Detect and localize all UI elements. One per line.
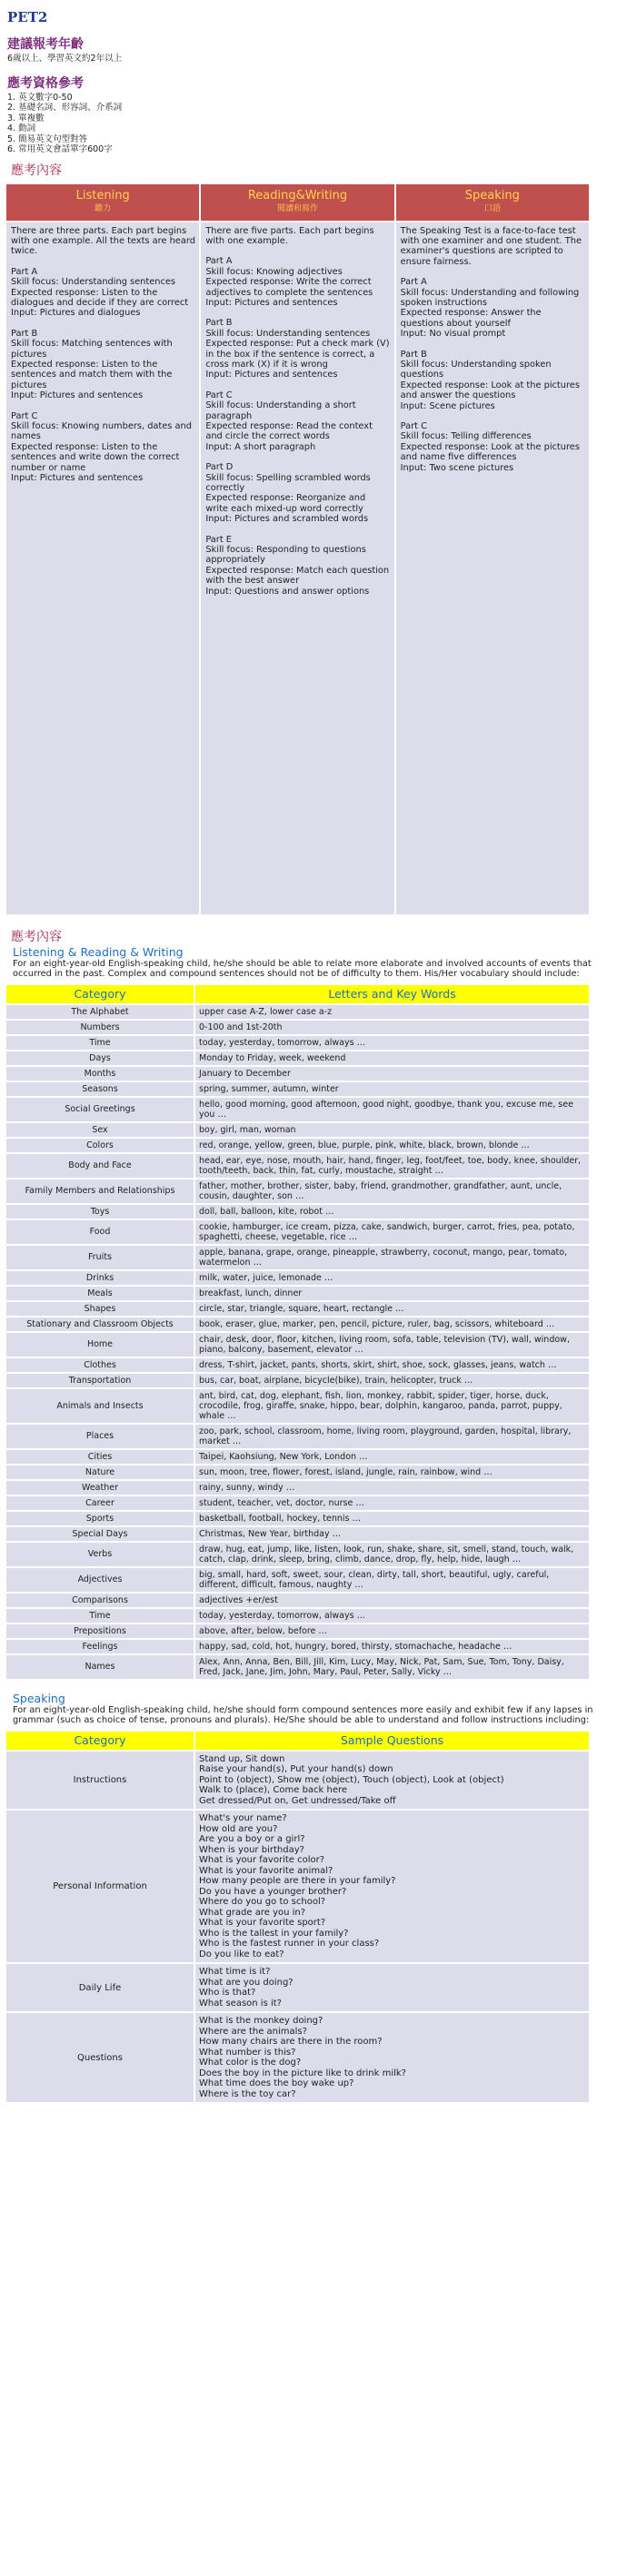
content-paragraph: The Speaking Test is a face-to-face test with one examiner and one student. The examiner's questions are scripted to ensure fairness. bbox=[400, 225, 582, 267]
table-row bbox=[6, 1036, 589, 1050]
header-speaking-zh: 口語 bbox=[483, 203, 501, 213]
vocabulary-category: Comparisons bbox=[6, 1594, 194, 1607]
table-row bbox=[6, 1021, 589, 1034]
vocabulary-category: Career bbox=[6, 1496, 194, 1510]
table-row bbox=[6, 1655, 589, 1679]
vocabulary-words: boy, girl, man, woman bbox=[195, 1123, 589, 1137]
vocabulary-words: milk, water, juice, lemonade … bbox=[195, 1271, 589, 1285]
reading-writing-column bbox=[201, 222, 393, 914]
content-table bbox=[5, 183, 591, 916]
content-paragraph: Part B Skill focus: Understanding spoken questions Expected response: Look at the pictures and answer the questions Input: Scene pictures bbox=[400, 349, 580, 411]
vocabulary-words: ant, bird, cat, dog, elephant, fish, lion, monkey, rabbit, spider, tiger, horse, duck, crocodile, frog, giraffe, snake, hippo, bear, dolphin, kangaroo, panda, parrot, puppy, whale … bbox=[195, 1389, 589, 1423]
vocabulary-words: Christmas, New Year, birthday … bbox=[195, 1527, 589, 1541]
vocabulary-words: doll, ball, balloon, kite, robot … bbox=[195, 1205, 589, 1219]
vocabulary-category: Verbs bbox=[6, 1543, 194, 1566]
vocabulary-words: basketball, football, hockey, tennis … bbox=[195, 1512, 589, 1525]
vocabulary-words: upper case A-Z, lower case a-z bbox=[195, 1005, 589, 1019]
vocabulary-header-category: Category bbox=[6, 985, 194, 1003]
vocabulary-category: Colors bbox=[6, 1139, 194, 1152]
vocabulary-words: spring, summer, autumn, winter bbox=[195, 1082, 589, 1096]
vocabulary-words: adjectives +er/est bbox=[195, 1594, 589, 1607]
table-row bbox=[6, 1098, 589, 1121]
speaking-header-questions: Sample Questions bbox=[195, 1732, 589, 1750]
vocabulary-category: Prepositions bbox=[6, 1624, 194, 1638]
page-title: PET2 bbox=[7, 9, 48, 25]
vocabulary-words: above, after, below, before … bbox=[195, 1624, 589, 1638]
vocabulary-words: cookie, hamburger, ice cream, pizza, cake, sandwich, burger, carrot, fries, pea, potato, spaghetti, cheese, vegetable, rice … bbox=[195, 1220, 589, 1244]
speaking-description: For an eight-year-old English-speaking child, he/she should form compound sentences more easily and exhibit few if any lapses in grammar (such as choice of tense, pronouns and plurals). He/She should be able to understand and follow instructions including: bbox=[13, 1704, 593, 1725]
speaking-table bbox=[5, 1730, 591, 2105]
vocabulary-category: Numbers bbox=[6, 1021, 194, 1034]
vocabulary-category: Clothes bbox=[6, 1358, 194, 1372]
speaking-questions: What's your name? How old are you? Are you a boy or a girl? When is your birthday? What is your favorite color? What is your favorite animal? How many people are there in your family? Do you have a younger brother? Where do you go to school? What grade are you in? What is your favorite sport? Who is the tallest in your family? Who is the fastest runner in your class? Do you like to eat? bbox=[195, 1811, 589, 1962]
vocabulary-words: circle, star, triangle, square, heart, rectangle … bbox=[195, 1302, 589, 1316]
table-row bbox=[6, 1481, 589, 1495]
table-row bbox=[6, 1594, 589, 1607]
table-row bbox=[6, 1389, 589, 1423]
age-text: 6歲以上、學習英文約2年以上 bbox=[7, 54, 123, 64]
content-paragraph: Part A Skill focus: Knowing adjectives Expected response: Write the correct adjectives to complete the sentences Input: Pictures and sentences bbox=[205, 256, 373, 308]
table-row bbox=[6, 1527, 589, 1541]
vocabulary-words: hello, good morning, good afternoon, good night, goodbye, thank you, excuse me, see you … bbox=[195, 1098, 589, 1121]
vocabulary-table bbox=[5, 983, 591, 1681]
table-row bbox=[6, 1154, 589, 1178]
header-listening-zh: 聽力 bbox=[95, 203, 112, 213]
content-heading-2: 應考內容 bbox=[11, 929, 62, 944]
qualification-list bbox=[0, 93, 617, 155]
vocabulary-category: Feelings bbox=[6, 1640, 194, 1653]
vocabulary-words: book, eraser, glue, marker, pen, pencil, picture, ruler, bag, scissors, whiteboard … bbox=[195, 1318, 589, 1331]
vocabulary-words: bus, car, boat, airplane, bicycle(bike), train, helicopter, truck … bbox=[195, 1374, 589, 1387]
table-row bbox=[6, 1302, 589, 1316]
vocabulary-category: Names bbox=[6, 1655, 194, 1679]
vocabulary-category: Places bbox=[6, 1425, 194, 1448]
header-listening bbox=[6, 184, 199, 221]
table-row bbox=[6, 1082, 589, 1096]
vocabulary-category: Food bbox=[6, 1220, 194, 1244]
vocabulary-category: Seasons bbox=[6, 1082, 194, 1096]
qualification-item: 3. 單複數 bbox=[7, 113, 45, 123]
lrw-description: For an eight-year-old English-speaking child, he/she should be able to relate more elaborate and involved accounts of events that occurred in the past. Complex and compound sentences should not be of difficulty to them. His/Her vocabulary should include: bbox=[13, 958, 592, 979]
table-row bbox=[6, 1624, 589, 1638]
table-row bbox=[6, 1220, 589, 1244]
content-paragraph: Part A Skill focus: Understanding and following spoken instructions Expected response: Answer the questions about yourself Input: No visual prompt bbox=[400, 277, 580, 340]
vocabulary-words: today, yesterday, tomorrow, always … bbox=[195, 1609, 589, 1623]
table-row bbox=[6, 1358, 589, 1372]
speaking-category: Questions bbox=[6, 2013, 194, 2102]
table-row bbox=[6, 1005, 589, 1019]
vocabulary-words: red, orange, yellow, green, blue, purple, pink, white, black, brown, blonde … bbox=[195, 1139, 589, 1152]
header-reading-writing bbox=[201, 184, 393, 221]
vocabulary-category: Days bbox=[6, 1051, 194, 1065]
header-listening-en: Listening bbox=[75, 188, 130, 202]
vocabulary-words: apple, banana, grape, orange, pineapple, strawberry, coconut, mango, pear, tomato, watermelon … bbox=[195, 1246, 589, 1269]
table-row bbox=[6, 1811, 589, 1962]
qualification-item: 1. 英文數字0-50 bbox=[7, 92, 73, 103]
vocabulary-category: Stationary and Classroom Objects bbox=[6, 1318, 194, 1331]
vocabulary-words: Taipei, Kaohsiung, New York, London … bbox=[195, 1450, 589, 1464]
vocabulary-category: Sex bbox=[6, 1123, 194, 1137]
vocabulary-category: Sports bbox=[6, 1512, 194, 1525]
vocabulary-header-letters: Letters and Key Words bbox=[195, 985, 589, 1003]
content-paragraph: Part A Skill focus: Understanding sentences Expected response: Listen to the dialogues and decide if they are correct Input: Pictures and dialogues bbox=[11, 266, 189, 319]
vocabulary-category: Body and Face bbox=[6, 1154, 194, 1178]
vocabulary-category: Time bbox=[6, 1036, 194, 1050]
table-row bbox=[6, 1179, 589, 1203]
speaking-category: Daily Life bbox=[6, 1964, 194, 2011]
vocabulary-category: Weather bbox=[6, 1481, 194, 1495]
vocabulary-category: Special Days bbox=[6, 1527, 194, 1541]
vocabulary-category: Adjectives bbox=[6, 1568, 194, 1592]
speaking-questions: What time is it? What are you doing? Who is that? What season is it? bbox=[195, 1964, 589, 2011]
qualification-item: 5. 簡易英文句型對答 bbox=[7, 133, 88, 144]
qualification-heading: 應考資格參考 bbox=[7, 75, 84, 91]
table-row bbox=[6, 1466, 589, 1479]
table-row bbox=[6, 1246, 589, 1269]
table-row bbox=[6, 1964, 589, 2011]
vocabulary-words: Monday to Friday, week, weekend bbox=[195, 1051, 589, 1065]
vocabulary-words: 0-100 and 1st-20th bbox=[195, 1021, 589, 1034]
vocabulary-words: happy, sad, cold, hot, hungry, bored, thirsty, stomachache, headache … bbox=[195, 1640, 589, 1653]
vocabulary-category: Home bbox=[6, 1333, 194, 1357]
table-row bbox=[6, 1568, 589, 1592]
vocabulary-category: Time bbox=[6, 1609, 194, 1623]
vocabulary-category: The Alphabet bbox=[6, 1005, 194, 1019]
lrw-heading: Listening & Reading & Writing bbox=[13, 944, 184, 959]
vocabulary-category: Drinks bbox=[6, 1271, 194, 1285]
table-row bbox=[6, 1139, 589, 1152]
header-speaking-en: Speaking bbox=[464, 188, 520, 202]
content-paragraph: Part C Skill focus: Understanding a short paragraph Expected response: Read the context and circle the correct words Input: A short paragraph bbox=[205, 390, 373, 452]
speaking-heading: Speaking bbox=[13, 1691, 65, 1705]
vocabulary-category: Toys bbox=[6, 1205, 194, 1219]
qualification-section bbox=[0, 74, 617, 155]
vocabulary-words: today, yesterday, tomorrow, always … bbox=[195, 1036, 589, 1050]
table-row bbox=[6, 1425, 589, 1448]
table-row bbox=[6, 1333, 589, 1357]
vocabulary-category: Cities bbox=[6, 1450, 194, 1464]
vocabulary-words: breakfast, lunch, dinner bbox=[195, 1287, 589, 1300]
header-reading-writing-en: Reading&Writing bbox=[247, 188, 348, 202]
vocabulary-words: dress, T-shirt, jacket, pants, shorts, skirt, shirt, shoe, sock, glasses, jeans, watch … bbox=[195, 1358, 589, 1372]
speaking-questions: Stand up, Sit down Raise your hand(s), Put your hand(s) down Point to (object), Show me (object), Touch (object), Look at (object) Walk to (place), Come back here Get dressed/Put on, Get undressed/Take off bbox=[195, 1752, 589, 1810]
table-row bbox=[6, 1067, 589, 1081]
table-row bbox=[6, 1752, 589, 1810]
table-row bbox=[6, 1450, 589, 1464]
speaking-questions: What is the monkey doing? Where are the animals? How many chairs are there in the room? What number is this? What color is the dog? Does the boy in the picture like to drink milk? What time does the boy wake up? Where is the toy car? bbox=[195, 2013, 589, 2102]
content-paragraph: Part C Skill focus: Telling differences Expected response: Look at the pictures and name five differences Input: Two scene pictures bbox=[400, 421, 580, 473]
header-reading-writing-zh: 閱讀和寫作 bbox=[276, 203, 318, 213]
content-paragraph: Part D Skill focus: Spelling scrambled words correctly Expected response: Reorganize and write each mixed-up word correctly Input: Pictures and scrambled words bbox=[205, 462, 371, 525]
table-row bbox=[6, 1512, 589, 1525]
table-row bbox=[6, 1318, 589, 1331]
age-heading: 建議報考年齡 bbox=[7, 37, 84, 52]
content-paragraph: Part C Skill focus: Knowing numbers, dates and names Expected response: Listen to the sentences and write down the correct number or name Input: Pictures and sentences bbox=[11, 410, 192, 484]
table-row bbox=[6, 1496, 589, 1510]
vocabulary-words: Alex, Ann, Anna, Ben, Bill, Jill, Kim, Lucy, May, Nick, Pat, Sam, Sue, Tom, Tony, Daisy, Fred, Jack, Jane, Jim, John, Mary, Paul, Peter, Sally, Vicky … bbox=[195, 1655, 589, 1679]
speaking-category: Instructions bbox=[6, 1752, 194, 1810]
vocabulary-words: rainy, sunny, windy … bbox=[195, 1481, 589, 1495]
speaking-category: Personal Information bbox=[6, 1811, 194, 1962]
listening-column bbox=[6, 222, 199, 914]
header-speaking bbox=[396, 184, 589, 221]
speaking-column bbox=[396, 222, 589, 914]
content-heading: 應考內容 bbox=[11, 163, 62, 178]
table-row bbox=[6, 1051, 589, 1065]
table-row bbox=[6, 1205, 589, 1219]
table-row bbox=[6, 2013, 589, 2102]
table-row bbox=[6, 1123, 589, 1137]
vocabulary-words: draw, hug, eat, jump, like, listen, look, run, shake, share, sit, smell, stand, touch, walk, catch, clap, drink, sleep, bring, climb, dance, drop, fly, help, hide, laugh … bbox=[195, 1543, 589, 1566]
content-paragraph: Part B Skill focus: Understanding sentences Expected response: Put a check mark (V) in the box if the sentence is correct, a cross mark (X) if it is wrong Input: Pictures and sentences bbox=[205, 318, 390, 380]
content-paragraph: There are three parts. Each part begins with one example. All the texts are heard twice. bbox=[11, 225, 195, 257]
vocabulary-words: big, small, hard, soft, sweet, sour, clean, dirty, tall, short, beautiful, ugly, careful, different, difficult, famous, naughty … bbox=[195, 1568, 589, 1592]
qualification-item: 4. 動詞 bbox=[7, 123, 36, 133]
vocabulary-category: Nature bbox=[6, 1466, 194, 1479]
vocabulary-words: sun, moon, tree, flower, forest, island, jungle, rain, rainbow, wind … bbox=[195, 1466, 589, 1479]
vocabulary-words: father, mother, brother, sister, baby, friend, grandmother, grandfather, aunt, uncle, cousin, daughter, son … bbox=[195, 1179, 589, 1203]
qualification-item: 2. 基礎名詞、形容詞、介系詞 bbox=[7, 103, 123, 113]
vocabulary-category: Family Members and Relationships bbox=[6, 1179, 194, 1203]
vocabulary-category: Shapes bbox=[6, 1302, 194, 1316]
speaking-header-category: Category bbox=[6, 1732, 194, 1750]
vocabulary-words: January to December bbox=[195, 1067, 589, 1081]
vocabulary-words: chair, desk, door, floor, kitchen, living room, sofa, table, television (TV), wall, window, piano, balcony, basement, elevator … bbox=[195, 1333, 589, 1357]
vocabulary-words: zoo, park, school, classroom, home, living room, playground, garden, hospital, library, market … bbox=[195, 1425, 589, 1448]
table-row bbox=[6, 1609, 589, 1623]
vocabulary-category: Fruits bbox=[6, 1246, 194, 1269]
vocabulary-category: Animals and Insects bbox=[6, 1389, 194, 1423]
vocabulary-category: Social Greetings bbox=[6, 1098, 194, 1121]
content-paragraph: There are five parts. Each part begins with one example. bbox=[205, 225, 374, 246]
qualification-item: 6. 常用英文會話單字600字 bbox=[7, 144, 113, 154]
table-row bbox=[6, 1640, 589, 1653]
vocabulary-words: student, teacher, vet, doctor, nurse … bbox=[195, 1496, 589, 1510]
table-row bbox=[6, 1543, 589, 1566]
vocabulary-category: Months bbox=[6, 1067, 194, 1081]
vocabulary-words: head, ear, eye, nose, mouth, hair, hand, finger, leg, foot/feet, toe, body, knee, shoulder, tooth/teeth, back, thin, fat, curly, moustache, straight … bbox=[195, 1154, 589, 1178]
age-section bbox=[0, 35, 617, 64]
table-row bbox=[6, 1271, 589, 1285]
content-paragraph: Part B Skill focus: Matching sentences with pictures Expected response: Listen to the sentences and match them with the pictures Input: Pictures and sentences bbox=[11, 328, 173, 401]
vocabulary-category: Meals bbox=[6, 1287, 194, 1300]
table-row bbox=[6, 1374, 589, 1387]
vocabulary-category: Transportation bbox=[6, 1374, 194, 1387]
table-row bbox=[6, 1287, 589, 1300]
content-paragraph: Part E Skill focus: Responding to questions appropriately Expected response: Match each question with the best answer Input: Questions and answer options bbox=[205, 534, 390, 597]
